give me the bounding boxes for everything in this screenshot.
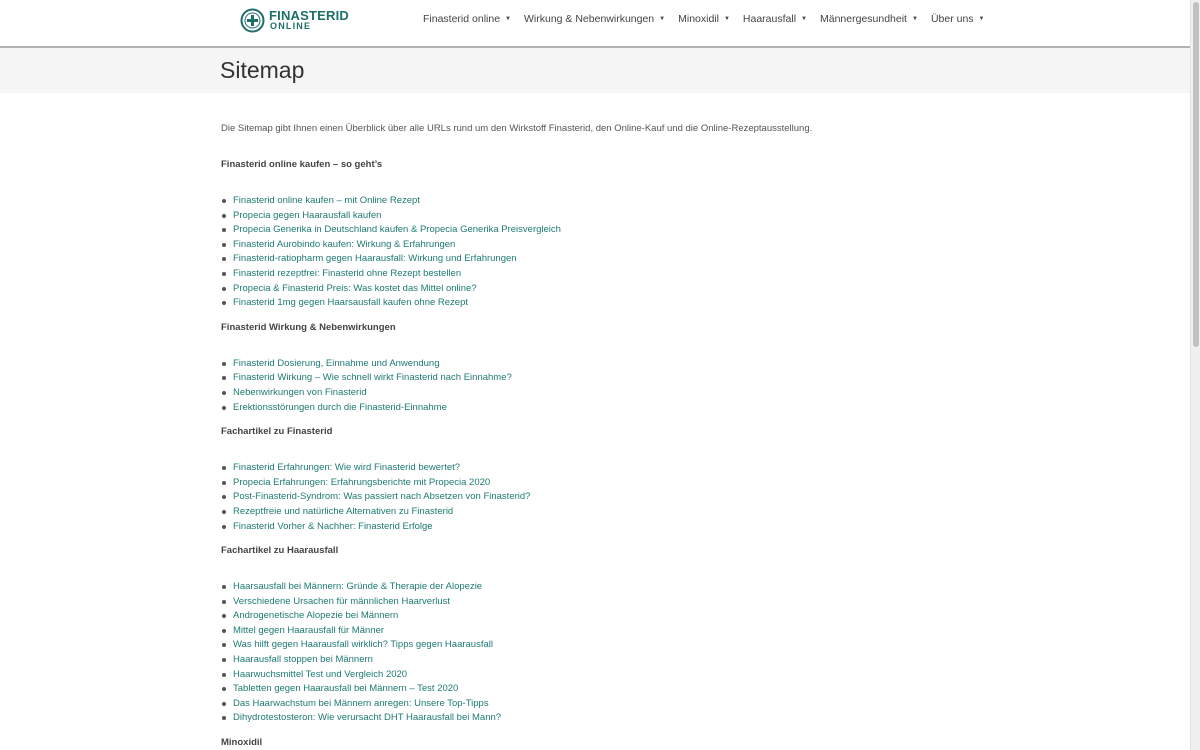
nav-item[interactable] bbox=[820, 13, 918, 25]
list-item bbox=[221, 371, 981, 386]
sitemap-link[interactable]: Dihydrotestosteron: Wie verursacht DHT Haarausfall bei Mann? bbox=[233, 712, 502, 724]
section-heading: Fachartikel zu Haarausfall bbox=[221, 545, 339, 557]
main-content bbox=[221, 122, 981, 750]
sitemap-link[interactable]: Finasterid Dosierung, Einnahme und Anwendung bbox=[233, 357, 440, 369]
site-logo[interactable] bbox=[240, 8, 349, 33]
caret-down-icon: ▼ bbox=[723, 16, 730, 22]
list-item bbox=[221, 638, 981, 653]
scrollbar-thumb[interactable] bbox=[1193, 2, 1199, 347]
list-item bbox=[221, 238, 981, 253]
list-item bbox=[221, 194, 981, 209]
sitemap-link[interactable]: Haarausfall stoppen bei Männern bbox=[233, 654, 373, 666]
intro-text: Die Sitemap gibt Ihnen einen Überblick über alle URLs rund um den Wirkstoff Finasterid, den Online-Kauf und die Online-Rezeptausstellung. bbox=[221, 123, 813, 134]
caret-down-icon: ▼ bbox=[659, 16, 666, 22]
sitemap-link[interactable]: Finasterid Vorher & Nachher: Finasterid Erfolge bbox=[233, 520, 433, 532]
sitemap-link[interactable]: Propecia Erfahrungen: Erfahrungsberichte mit Propecia 2020 bbox=[233, 476, 491, 488]
sitemap-link[interactable]: Haarwuchsmittel Test und Vergleich 2020 bbox=[233, 668, 408, 680]
sitemap-link[interactable]: Nebenwirkungen von Finasterid bbox=[233, 386, 367, 398]
list-item bbox=[221, 490, 981, 505]
sitemap-link[interactable]: Androgenetische Alopezie bei Männern bbox=[233, 610, 399, 622]
nav-item-label: Minoxidil bbox=[678, 13, 719, 25]
nav-item-label: Haarausfall bbox=[742, 13, 797, 25]
section-heading: Finasterid Wirkung & Nebenwirkungen bbox=[221, 321, 396, 333]
link-list bbox=[221, 357, 981, 415]
list-item bbox=[221, 252, 981, 267]
list-item bbox=[221, 580, 981, 595]
nav-item[interactable] bbox=[931, 13, 985, 25]
nav-item-label: Wirkung & Nebenwirkungen bbox=[524, 13, 655, 25]
section-heading: Finasterid online kaufen – so geht’s bbox=[221, 159, 383, 170]
main-nav bbox=[423, 13, 998, 25]
nav-item[interactable] bbox=[743, 13, 807, 25]
link-list bbox=[221, 461, 981, 534]
list-item bbox=[221, 209, 981, 224]
sitemap-link[interactable]: Finasterid Erfahrungen: Wie wird Finasterid bewertet? bbox=[233, 462, 461, 474]
link-list bbox=[221, 194, 981, 311]
page-title: Sitemap bbox=[220, 57, 305, 83]
list-item bbox=[221, 697, 981, 712]
caret-down-icon: ▼ bbox=[505, 16, 511, 22]
caret-down-icon: ▼ bbox=[911, 16, 918, 22]
nav-item[interactable] bbox=[524, 13, 665, 25]
list-item bbox=[221, 595, 981, 610]
list-item bbox=[221, 357, 981, 372]
sitemap-link[interactable]: Tabletten gegen Haarausfall bei Männern – Test 2020 bbox=[233, 683, 459, 695]
logo-text bbox=[269, 7, 349, 32]
nav-item-label: Männergesundheit bbox=[820, 13, 907, 25]
caret-down-icon: ▼ bbox=[801, 16, 807, 22]
sitemap-link[interactable]: Was hilft gegen Haarausfall wirklich? Tipps gegen Haarausfall bbox=[233, 639, 493, 651]
nav-item[interactable] bbox=[423, 13, 511, 25]
sitemap-link[interactable]: Finasterid 1mg gegen Haarsausfall kaufen ohne Rezept bbox=[233, 297, 469, 309]
list-item bbox=[221, 520, 981, 535]
section-heading: Fachartikel zu Finasterid bbox=[221, 426, 333, 438]
sitemap-link[interactable]: Propecia Generika in Deutschland kaufen & Propecia Generika Preisvergleich bbox=[233, 224, 561, 236]
list-item bbox=[221, 296, 981, 311]
nav-item[interactable] bbox=[678, 13, 730, 25]
list-item bbox=[221, 461, 981, 476]
logo-title: FINASTERID bbox=[269, 7, 349, 23]
link-list bbox=[221, 580, 981, 726]
site-header bbox=[0, 0, 1190, 48]
list-item bbox=[221, 401, 981, 416]
caret-down-icon: ▼ bbox=[978, 16, 985, 22]
section-heading: Minoxidil bbox=[221, 737, 263, 749]
list-item bbox=[221, 267, 981, 282]
list-item bbox=[221, 223, 981, 238]
list-item bbox=[221, 653, 981, 668]
sitemap-link[interactable]: Propecia gegen Haarausfall kaufen bbox=[233, 209, 382, 221]
list-item bbox=[221, 386, 981, 401]
sitemap-link[interactable]: Finasterid-ratiopharm gegen Haarausfall: Wirkung und Erfahrungen bbox=[233, 253, 517, 265]
list-item bbox=[221, 282, 981, 297]
list-item bbox=[221, 668, 981, 683]
sitemap-link[interactable]: Verschiedene Ursachen für männlichen Haarverlust bbox=[233, 595, 451, 607]
sitemap-link[interactable]: Finasterid Aurobindo kaufen: Wirkung & Erfahrungen bbox=[233, 238, 456, 250]
list-item bbox=[221, 476, 981, 491]
sitemap-link[interactable]: Erektionsstörungen durch die Finasterid-Einnahme bbox=[233, 401, 447, 413]
nav-item-label: Über uns bbox=[930, 13, 974, 25]
list-item bbox=[221, 711, 981, 726]
sitemap-link[interactable]: Propecia & Finasterid Preis: Was kostet das Mittel online? bbox=[233, 282, 477, 294]
vertical-scrollbar[interactable] bbox=[1190, 0, 1200, 750]
sitemap-link[interactable]: Rezeptfreie und natürliche Alternativen zu Finasterid bbox=[233, 505, 454, 517]
sitemap-link[interactable]: Mittel gegen Haarausfall für Männer bbox=[233, 624, 385, 636]
list-item bbox=[221, 624, 981, 639]
sitemap-link[interactable]: Haarsausfall bei Männern: Gründe & Therapie der Alopezie bbox=[233, 581, 483, 593]
sitemap-link[interactable]: Post-Finasterid-Syndrom: Was passiert nach Absetzen von Finasterid? bbox=[233, 491, 531, 503]
logo-subtitle: ONLINE bbox=[270, 20, 312, 31]
nav-item-label: Finasterid online bbox=[423, 13, 501, 25]
sitemap-link[interactable]: Das Haarwachstum bei Männern anregen: Unsere Top-Tipps bbox=[233, 697, 489, 709]
sitemap-sections bbox=[221, 158, 981, 750]
sitemap-link[interactable]: Finasterid online kaufen – mit Online Rezept bbox=[233, 195, 420, 206]
list-item bbox=[221, 505, 981, 520]
title-band bbox=[0, 48, 1190, 93]
sitemap-link[interactable]: Finasterid Wirkung – Wie schnell wirkt Finasterid nach Einnahme? bbox=[233, 372, 512, 384]
sitemap-link[interactable]: Finasterid rezeptfrei: Finasterid ohne Rezept bestellen bbox=[233, 267, 462, 279]
list-item bbox=[221, 682, 981, 697]
medical-cross-icon bbox=[240, 8, 265, 33]
list-item bbox=[221, 609, 981, 624]
